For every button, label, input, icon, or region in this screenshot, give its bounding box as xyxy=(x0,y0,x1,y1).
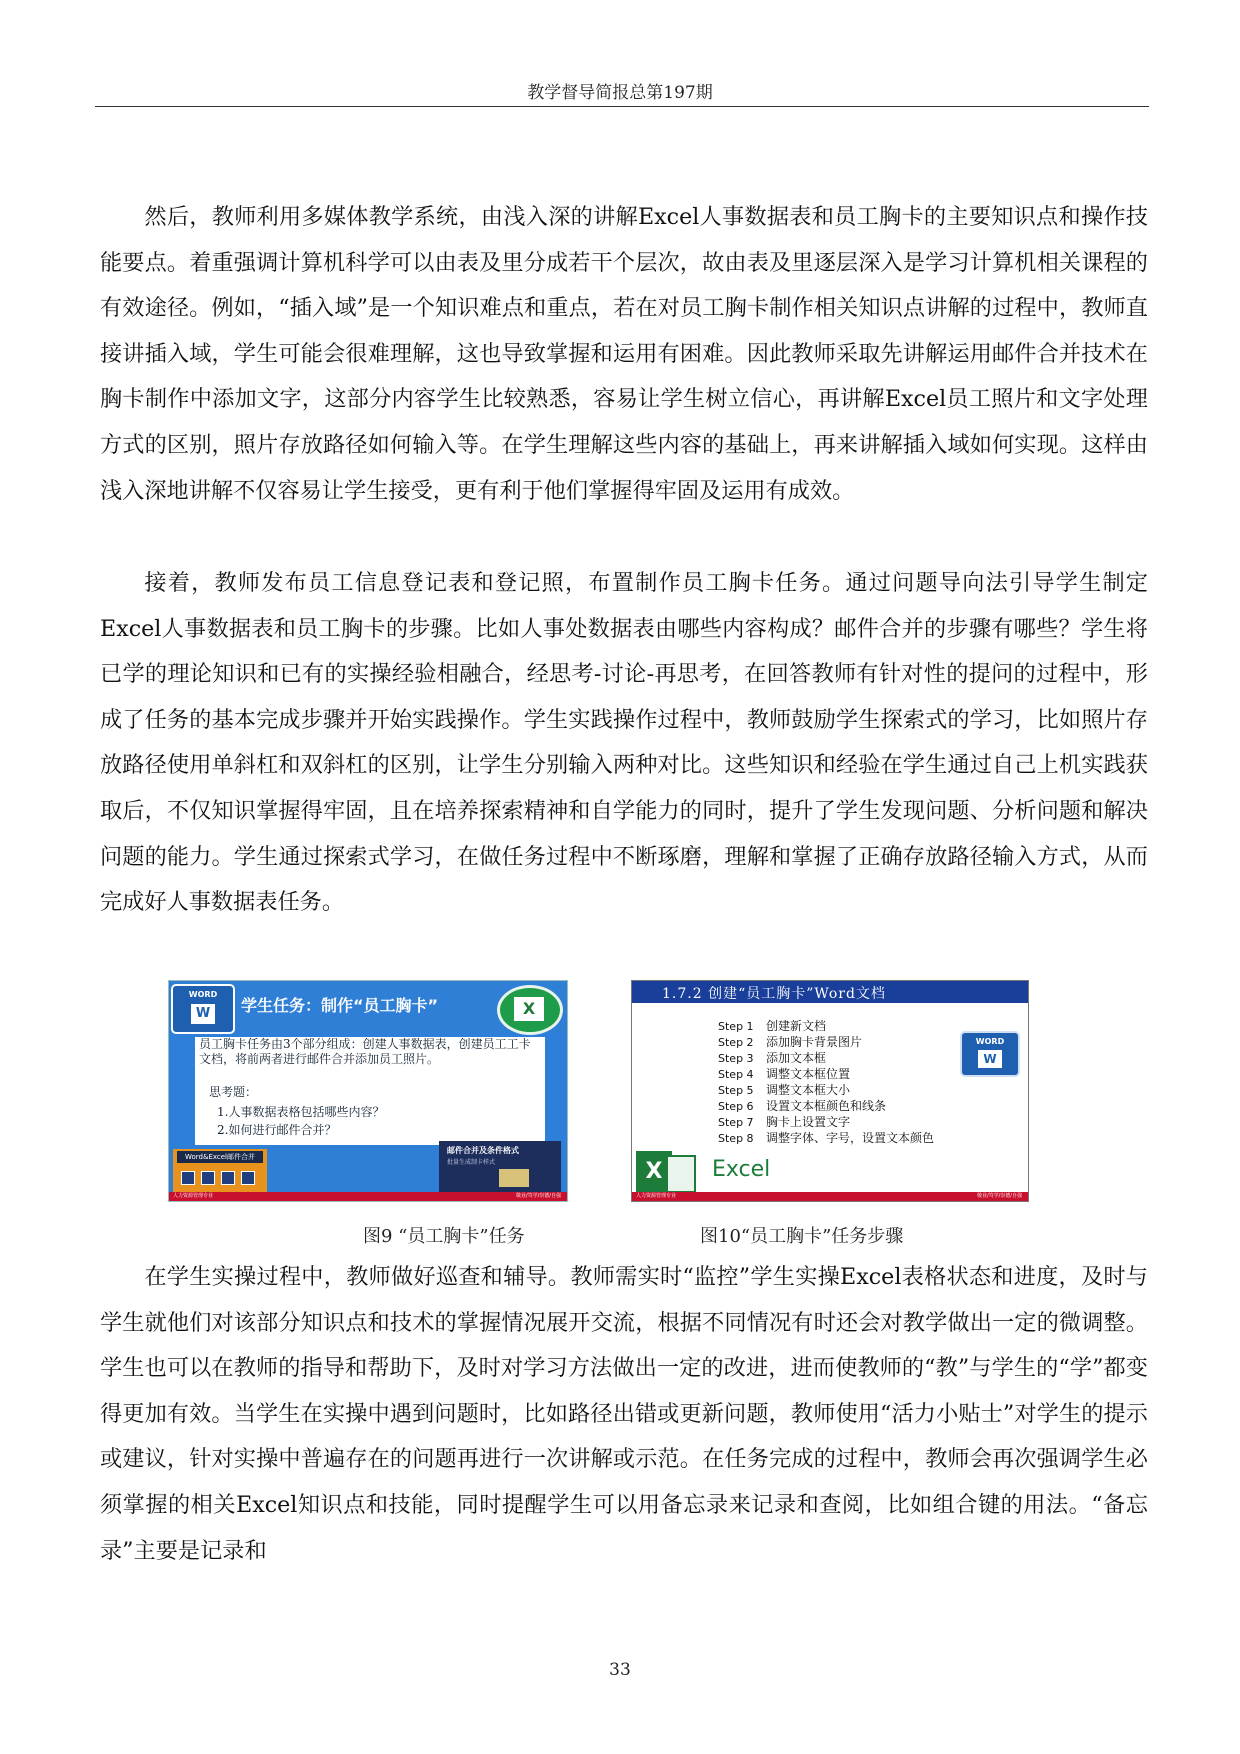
word-icon xyxy=(171,984,235,1034)
step-text: 创建新文档 xyxy=(766,1019,827,1033)
header-rule xyxy=(95,106,1149,107)
step-item xyxy=(718,1115,850,1130)
footer-right: 敬业/笃学/崇德/自强 xyxy=(515,1193,561,1199)
step-key: Step 3 xyxy=(718,1052,754,1065)
excel-grid-icon xyxy=(666,1155,696,1193)
word-glyph: W xyxy=(191,1004,215,1024)
toolbar-square-icon xyxy=(181,1171,195,1185)
slide-title: 学生任务：制作“员工胸卡” xyxy=(241,996,439,1015)
excel-glyph: X xyxy=(514,997,544,1021)
slide-footer xyxy=(632,1192,1028,1201)
step-item xyxy=(718,1067,850,1082)
step-text: 调整文本框大小 xyxy=(766,1083,851,1097)
paragraph-3: 在学生实操过程中，教师做好巡查和辅导。教师需实时“监控”学生实操Excel表格状态和进度，及时与学生就他们对该部分知识点和技术的掌握情况展开交流，根据不同情况有时还会对教学做出一定的微调整。学生也可以在教师的指导和帮助下，及时对学习方法做出一定的改进，进而使教师的“教”与学生的“学”都变得更加有效。当学生在实操中遇到问题时，比如路径出错或更新问题，教师使用“活力小贴士”对学生的提示或建议，针对实操中普遍存在的问题再进行一次讲解或示范。在任务完成的过程中，教师会再次强调学生必须掌握的相关Excel知识点和技能，同时提醒学生可以用备忘录来记录和查阅，比如组合键的用法。“备忘录”主要是记录和 xyxy=(100,1264,1148,1564)
figure-10-slide xyxy=(631,980,1029,1202)
word-glyph: W xyxy=(978,1050,1002,1068)
step-item xyxy=(718,1099,886,1114)
step-key: Step 4 xyxy=(718,1068,754,1081)
question-1: 1.人事数据表格包括哪些内容？ xyxy=(217,1105,385,1119)
question-2: 2.如何进行邮件合并？ xyxy=(217,1123,337,1137)
word-icon xyxy=(960,1031,1020,1077)
footer-right: 敬业/笃学/崇德/自强 xyxy=(976,1193,1022,1199)
slide-title: 1.7.2 创建“员工胸卡”Word文档 xyxy=(662,986,886,1002)
page-number: 33 xyxy=(609,1660,631,1680)
figure-9-slide xyxy=(168,980,568,1202)
word-badge-text: WORD xyxy=(188,990,218,999)
step-item xyxy=(718,1051,826,1066)
step-key: Step 2 xyxy=(718,1036,754,1049)
step-key: Step 6 xyxy=(718,1100,754,1113)
step-item xyxy=(718,1083,850,1098)
step-key: Step 7 xyxy=(718,1116,754,1129)
excel-glyph: X xyxy=(636,1151,672,1193)
think-label: 思考题： xyxy=(209,1085,258,1099)
panel-title: 邮件合并及条件格式 xyxy=(447,1146,519,1155)
footer-left: 人力资源管理专业 xyxy=(636,1193,677,1199)
conditional-format-panel xyxy=(439,1141,561,1195)
panel-subtitle: 批量生成制卡样式 xyxy=(447,1159,496,1166)
slide-title-bar xyxy=(632,981,1028,1003)
step-text: 添加胸卡背景图片 xyxy=(766,1035,863,1049)
step-text: 胸卡上设置文字 xyxy=(766,1115,851,1129)
printer-icon xyxy=(499,1169,529,1187)
figure-9-caption: 图9 “员工胸卡”任务 xyxy=(363,1226,525,1247)
toolbar-square-icon xyxy=(201,1171,215,1185)
paragraph-1: 然后，教师利用多媒体教学系统，由浅入深的讲解Excel人事数据表和员工胸卡的主要知识点和操作技能要点。着重强调计算机科学可以由表及里分成若干个层次，故由表及里逐层深入是学习计算机相关课程的有效途径。例如，“插入域”是一个知识难点和重点，若在对员工胸卡制作相关知识点讲解的过程中，教师直接讲插入域，学生可能会很难理解，这也导致掌握和运用有困难。因此教师采取先讲解运用邮件合并技术在胸卡制作中添加文字，这部分内容学生比较熟悉，容易让学生树立信心，再讲解Excel员工照片和文字处理方式的区别，照片存放路径如何输入等。在学生理解这些内容的基础上，再来讲解插入域如何实现。这样由浅入深地讲解不仅容易让学生接受，更有利于他们掌握得牢固及运用有成效。 xyxy=(100,204,1148,504)
page-header: 教学督导简报总第197期 xyxy=(527,83,713,103)
toolbar-square-icon xyxy=(221,1171,235,1185)
step-key: Step 1 xyxy=(718,1020,754,1033)
step-key: Step 5 xyxy=(718,1084,754,1097)
mail-merge-label: Word&Excel邮件合并 xyxy=(177,1151,263,1163)
step-text: 设置文本框颜色和线条 xyxy=(766,1099,887,1113)
word-badge-text: WORD xyxy=(975,1037,1005,1046)
toolbar-square-icon xyxy=(241,1171,255,1185)
excel-icon xyxy=(497,985,563,1035)
slide-body xyxy=(195,1037,545,1149)
step-item xyxy=(718,1131,934,1146)
mail-merge-panel xyxy=(173,1149,267,1193)
step-text: 添加文本框 xyxy=(766,1051,827,1065)
slide-body-text: 员工胸卡任务由3个部分组成：创建人事数据表，创建员工工卡文档，将前两者进行邮件合并添加员工照片。 xyxy=(199,1037,531,1066)
step-text: 调整字体、字号，设置文本颜色 xyxy=(766,1131,935,1145)
step-item xyxy=(718,1035,862,1050)
excel-icon xyxy=(636,1151,694,1193)
paragraph-2: 接着，教师发布员工信息登记表和登记照，布置制作员工胸卡任务。通过问题导向法引导学生制定Excel人事数据表和员工胸卡的步骤。比如人事处数据表由哪些内容构成？邮件合并的步骤有哪些？学生将已学的理论知识和已有的实操经验相融合，经思考-讨论-再思考，在回答教师有针对性的提问的过程中，形成了任务的基本完成步骤并开始实践操作。学生实践操作过程中，教师鼓励学生探索式的学习，比如照片存放路径使用单斜杠和双斜杠的区别，让学生分别输入两种对比。这些知识和经验在学生通过自己上机实践获取后，不仅知识掌握得牢固，且在培养探索精神和自学能力的同时，提升了学生发现问题、分析问题和解决问题的能力。学生通过探索式学习，在做任务过程中不断琢磨，理解和掌握了正确存放路径输入方式，从而完成好人事数据表任务。 xyxy=(100,570,1148,916)
footer-left: 人力资源管理专业 xyxy=(173,1193,214,1199)
excel-label: Excel xyxy=(712,1157,771,1182)
step-item xyxy=(718,1019,826,1034)
slide-footer xyxy=(169,1192,567,1201)
figure-10-caption: 图10“员工胸卡”任务步骤 xyxy=(700,1226,904,1247)
step-text: 调整文本框位置 xyxy=(766,1067,851,1081)
step-key: Step 8 xyxy=(718,1132,754,1145)
